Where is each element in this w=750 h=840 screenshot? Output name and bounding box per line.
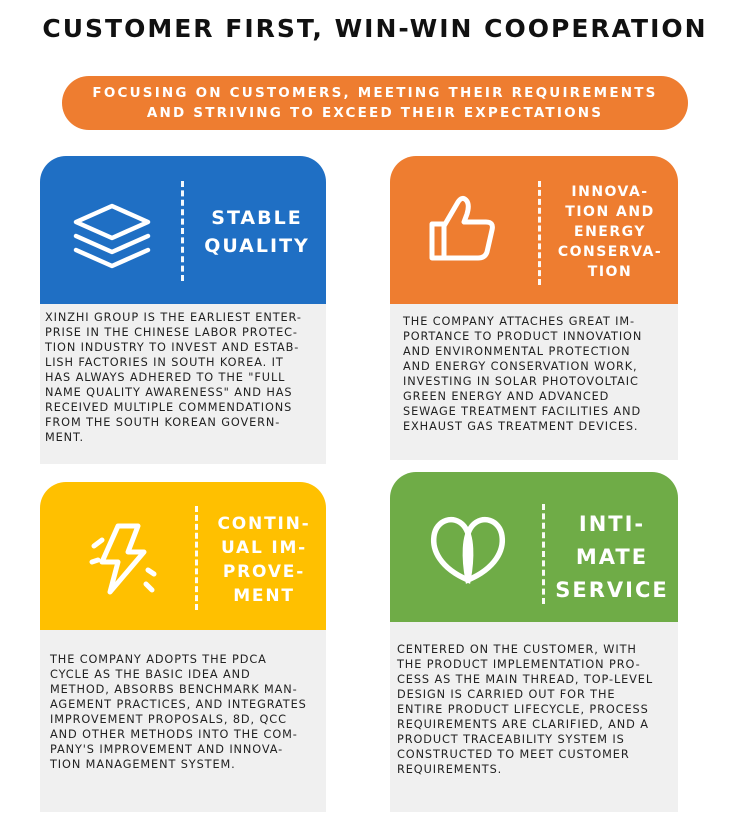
label-line: CONSERVA-	[557, 244, 663, 260]
label-line: ENERGY	[574, 224, 646, 240]
header-divider	[181, 181, 184, 281]
continual-improvement-card-header	[40, 482, 326, 630]
text-line: AGEMENT PRACTICES, AND INTEGRATES	[50, 698, 307, 711]
text-line: GREEN ENERGY AND ADVANCED	[403, 390, 610, 403]
label-line: QUALITY	[204, 235, 310, 257]
label-line: INTI-	[578, 512, 646, 536]
text-line: AND ENERGY CONSERVATION WORK,	[403, 360, 638, 373]
text-line: MENT.	[45, 431, 84, 444]
thumbs-up-icon	[426, 192, 500, 266]
stable-quality-card-header	[40, 156, 326, 304]
lightning-bolt-icon	[88, 518, 158, 600]
text-line: PORTANCE TO PRODUCT INNOVATION	[403, 330, 643, 343]
innovation-label	[548, 182, 672, 282]
continual-improvement-description	[40, 630, 326, 812]
text-line: RECEIVED MULTIPLE COMMENDATIONS	[45, 401, 293, 414]
text-line: AND OTHER METHODS INTO THE COM-	[50, 728, 298, 741]
stacked-layers-icon	[68, 200, 156, 272]
text-line: AND ENVIRONMENTAL PROTECTION	[403, 345, 631, 358]
text-line: CONSTRUCTED TO MEET CUSTOMER	[397, 748, 630, 761]
label-line: CONTIN-	[217, 514, 311, 534]
header-divider	[195, 506, 198, 610]
banner-line: AND STRIVING TO EXCEED THEIR EXPECTATIONS	[146, 105, 604, 121]
slogan-banner	[62, 76, 688, 130]
label-line: MATE	[575, 545, 649, 569]
text-line: SEWAGE TREATMENT FACILITIES AND	[403, 405, 642, 418]
label-line: STABLE	[211, 207, 303, 229]
label-line: MENT	[233, 586, 295, 606]
text-line: THE COMPANY ADOPTS THE PDCA	[50, 653, 267, 666]
stable-quality-description	[40, 304, 326, 464]
banner-line: FOCUSING ON CUSTOMERS, MEETING THEIR REQUIREMENTS	[92, 85, 658, 101]
text-line: INVESTING IN SOLAR PHOTOVOLTAIC	[403, 375, 639, 388]
header-divider	[538, 181, 541, 285]
text-line: REQUIREMENTS ARE CLARIFIED, AND A	[397, 718, 649, 731]
text-line: CENTERED ON THE CUSTOMER, WITH	[397, 643, 637, 656]
intimate-service-card-header	[390, 472, 678, 622]
text-line: DESIGN IS CARRIED OUT FOR THE	[397, 688, 616, 701]
text-line: XINZHI GROUP IS THE EARLIEST ENTER-	[45, 311, 302, 324]
text-line: THE COMPANY ATTACHES GREAT IM-	[403, 315, 636, 328]
text-line: TION MANAGEMENT SYSTEM.	[50, 758, 236, 771]
page-title: CUSTOMER FIRST, WIN-WIN COOPERATION	[42, 14, 708, 43]
label-line: SERVICE	[555, 578, 669, 602]
intimate-service-label	[552, 508, 672, 607]
text-line: CYCLE AS THE BASIC IDEA AND	[50, 668, 251, 681]
text-line: IMPROVEMENT PROPOSALS, 8D, QCC	[50, 713, 287, 726]
header-divider	[542, 504, 545, 604]
label-line: UAL IM-	[220, 538, 308, 558]
continual-improvement-label	[208, 512, 320, 608]
text-line: REQUIREMENTS.	[397, 763, 503, 776]
text-line: HAS ALWAYS ADHERED TO THE "FULL	[45, 371, 286, 384]
stable-quality-label	[194, 204, 320, 260]
label-line: INNOVA-	[571, 184, 649, 200]
innovation-description	[390, 304, 678, 460]
text-line: TION INDUSTRY TO INVEST AND ESTAB-	[45, 341, 300, 354]
text-line: EXHAUST GAS TREATMENT DEVICES.	[403, 420, 639, 433]
text-line: THE PRODUCT IMPLEMENTATION PRO-	[397, 658, 641, 671]
intimate-service-description	[390, 622, 678, 812]
text-line: PRISE IN THE CHINESE LABOR PROTEC-	[45, 326, 298, 339]
label-line: TION	[587, 264, 633, 280]
text-line: PANY'S IMPROVEMENT AND INNOVA-	[50, 743, 284, 756]
text-line: FROM THE SOUTH KOREAN GOVERN-	[45, 416, 281, 429]
text-line: ENTIRE PRODUCT LIFECYCLE, PROCESS	[397, 703, 649, 716]
text-line: CESS AS THE MAIN THREAD, TOP-LEVEL	[397, 673, 654, 686]
innovation-card-header	[390, 156, 678, 304]
label-line: TION AND	[565, 204, 655, 220]
heart-loop-icon	[426, 508, 510, 588]
label-line: PROVE-	[222, 562, 306, 582]
text-line: METHOD, ABSORBS BENCHMARK MAN-	[50, 683, 298, 696]
text-line: LISH FACTORIES IN SOUTH KOREA. IT	[45, 356, 284, 369]
text-line: NAME QUALITY AWARENESS" AND HAS	[45, 386, 293, 399]
text-line: PRODUCT TRACEABILITY SYSTEM IS	[397, 733, 625, 746]
